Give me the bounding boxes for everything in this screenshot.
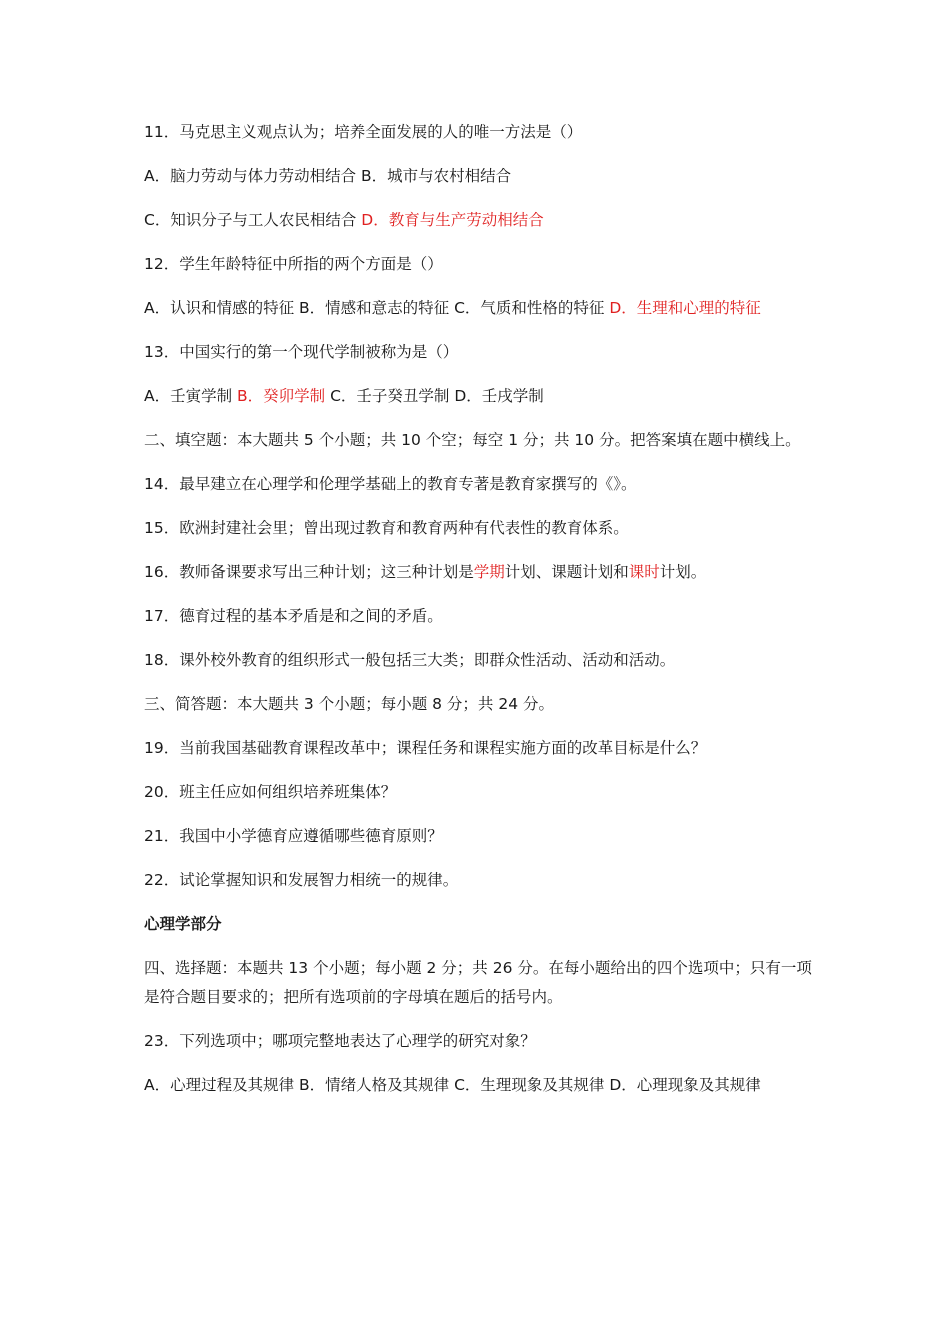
text-run: 13．中国实行的第一个现代学制被称为是（）	[144, 343, 459, 361]
text-run: 15．欧洲封建社会里；曾出现过教育和教育两种有代表性的教育体系。	[144, 519, 629, 537]
text-run: 三、简答题：本大题共 3 个小题；每小题 8 分；共 24 分。	[144, 695, 555, 713]
document-paragraph	[144, 954, 814, 1012]
document-paragraph	[144, 426, 814, 455]
document-paragraph	[144, 778, 814, 807]
text-run: C．知识分子与工人农民相结合	[144, 211, 362, 229]
text-run: 计划。	[659, 563, 707, 581]
document-paragraph	[144, 514, 814, 543]
document-paragraph	[144, 118, 814, 147]
document-paragraph	[144, 294, 814, 323]
answer-highlight: 学期	[473, 563, 505, 581]
document-paragraph	[144, 866, 814, 895]
text-run: A．脑力劳动与体力劳动相结合 B．城市与农村相结合	[144, 167, 512, 185]
document-paragraph	[144, 1027, 814, 1056]
text-run: C．壬子癸丑学制 D．壬戌学制	[325, 387, 544, 405]
document-paragraph	[144, 162, 814, 191]
text-run: A．壬寅学制	[144, 387, 238, 405]
section-heading	[144, 910, 814, 939]
answer-highlight: D．教育与生产劳动相结合	[361, 211, 544, 229]
answer-highlight: B．癸卯学制	[237, 387, 326, 405]
text-run: 20．班主任应如何组织培养班集体？	[144, 783, 397, 801]
document-paragraph	[144, 734, 814, 763]
text-run: 14．最早建立在心理学和伦理学基础上的教育专著是教育家撰写的《》。	[144, 475, 637, 493]
document-paragraph	[144, 822, 814, 851]
text-run: 17．德育过程的基本矛盾是和之间的矛盾。	[144, 607, 443, 625]
document-paragraph	[144, 250, 814, 279]
text-run: 18．课外校外教育的组织形式一般包括三大类；即群众性活动、活动和活动。	[144, 651, 676, 669]
document-paragraph	[144, 1071, 814, 1100]
text-run: 19．当前我国基础教育课程改革中；课程任务和课程实施方面的改革目标是什么？	[144, 739, 707, 757]
text-run: 11．马克思主义观点认为；培养全面发展的人的唯一方法是（）	[144, 123, 583, 141]
document-paragraph	[144, 602, 814, 631]
document-paragraph	[144, 206, 814, 235]
answer-highlight: D．生理和心理的特征	[609, 299, 761, 317]
text-run: 16．教师备课要求写出三种计划；这三种计划是	[144, 563, 474, 581]
document-paragraph	[144, 646, 814, 675]
text-run: 计划、课题计划和	[504, 563, 629, 581]
document-paragraph	[144, 338, 814, 367]
text-run: 21．我国中小学德育应遵循哪些德育原则？	[144, 827, 443, 845]
document-paragraph	[144, 470, 814, 499]
text-run: 12．学生年龄特征中所指的两个方面是（）	[144, 255, 443, 273]
document-paragraph	[144, 690, 814, 719]
text-run: 心理学部分	[144, 915, 222, 933]
text-run: A．心理过程及其规律 B．情绪人格及其规律 C．生理现象及其规律 D．心理现象及其规律	[144, 1076, 761, 1094]
text-run: 二、填空题：本大题共 5 个小题；共 10 个空；每空 1 分；共 10 分。把答案填在题中横线上。	[144, 431, 801, 449]
document-paragraph	[144, 382, 814, 411]
answer-highlight: 课时	[628, 563, 660, 581]
text-run: 22．试论掌握知识和发展智力相统一的规律。	[144, 871, 459, 889]
document-page	[144, 118, 814, 1115]
text-run: 四、选择题：本题共 13 个小题；每小题 2 分；共 26 分。在每小题给出的四个选项中；只有一项是符合题目要求的；把所有选项前的字母填在题后的括号内。	[144, 959, 812, 1006]
text-run: 23．下列选项中；哪项完整地表达了心理学的研究对象？	[144, 1032, 536, 1050]
text-run: A．认识和情感的特征 B．情感和意志的特征 C．气质和性格的特征	[144, 299, 610, 317]
document-paragraph	[144, 558, 814, 587]
